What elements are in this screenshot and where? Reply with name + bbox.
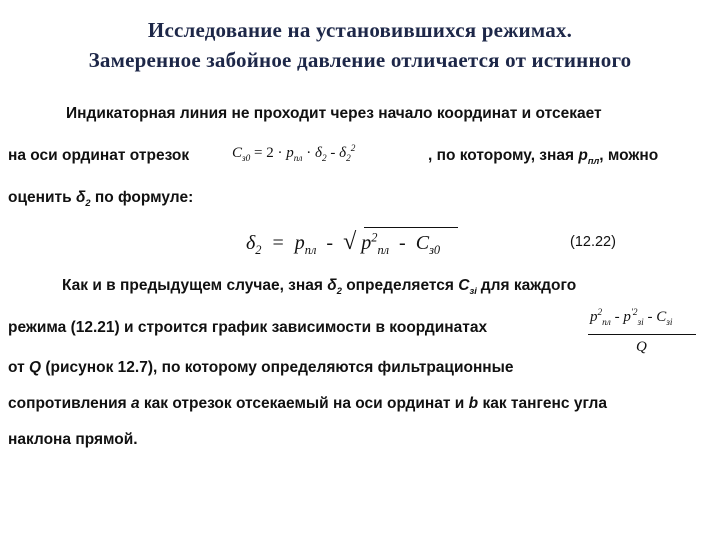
frac-p-sub: пл <box>602 318 611 328</box>
sqrt-bar <box>364 227 458 228</box>
para1-line-3-end: по формуле: <box>94 189 194 206</box>
frac-numerator <box>590 308 673 328</box>
main-c-sub: з0 <box>429 243 441 257</box>
inline-p-symbol: p <box>286 145 294 161</box>
delta-symbol-2: δ <box>327 277 337 294</box>
frac-bar <box>588 334 696 335</box>
para1-line-2-start: на оси ординат отрезок <box>8 147 190 164</box>
q-symbol: Q <box>29 359 42 376</box>
main-minus: - <box>326 232 334 254</box>
frac-minus: - <box>614 309 620 325</box>
para1-line-2-middle <box>428 148 658 166</box>
inline-formula <box>232 144 356 164</box>
frac-p2: p <box>623 309 631 325</box>
inline-delta-2-sup: 2 <box>350 144 356 154</box>
slide-title-line-1: Исследование на установившихся режимах. <box>147 18 573 42</box>
inline-p-sub: пл <box>293 154 303 164</box>
p-symbol: p <box>578 147 588 164</box>
frac-c-sub: зi <box>666 318 673 328</box>
inline-c-symbol: C <box>232 145 243 161</box>
inline-equals-2: = 2 · <box>254 145 283 161</box>
para2-line-5: наклона прямой. <box>8 431 138 448</box>
para2-line-4-end: как тангенс угла <box>482 395 607 412</box>
para2-line-2: режима (12.21) и строится график зависимости в координатах <box>8 319 488 336</box>
frac-c: C <box>656 309 667 325</box>
main-p2: p <box>361 232 372 254</box>
para2-line-4 <box>8 396 607 412</box>
inline-dot: · <box>306 145 312 161</box>
inline-delta-2: δ <box>339 145 347 161</box>
c-symbol-sub: зi <box>469 286 477 297</box>
b-symbol: b <box>468 395 479 412</box>
para2-line-4-start: сопротивления <box>8 395 127 412</box>
main-p-sub: пл <box>304 243 317 257</box>
delta-symbol: δ <box>75 189 86 206</box>
para2-line-3-start: от <box>8 359 25 376</box>
para2-line-3 <box>8 360 514 376</box>
inline-minus: - <box>330 145 336 161</box>
para2-line-3-end: (рисунок 12.7), по которому определяются фильтрационные <box>45 359 514 376</box>
inline-c-sub: з0 <box>242 154 251 164</box>
main-delta-sub: 2 <box>255 243 262 257</box>
para2-line-1-end: для каждого <box>480 277 577 294</box>
main-c: C <box>415 232 430 254</box>
main-formula <box>246 229 441 257</box>
sqrt-sign: √ <box>343 229 357 255</box>
main-equals: = <box>272 232 284 254</box>
main-p: p <box>294 232 305 254</box>
para2-line-1-start: Как и в предыдущем случае, зная <box>62 277 323 294</box>
frac-denominator: Q <box>636 339 647 355</box>
c-symbol: C <box>458 277 470 294</box>
para1-line-3 <box>8 190 193 208</box>
para2-line-1-middle: определяется <box>346 277 454 294</box>
a-symbol: a <box>130 395 140 412</box>
inline-delta-1: δ <box>314 145 322 161</box>
main-p2-sub: пл <box>377 243 390 257</box>
inline-delta-1-sub: 2 <box>321 154 327 164</box>
para1-line-1: Индикаторная линия не проходит через начало координат и отсекает <box>66 105 602 122</box>
inline-delta-2-sub: 2 <box>346 154 351 164</box>
frac-minus-2: - <box>647 309 653 325</box>
para2-line-4-middle: как отрезок отсекаемый на оси ординат и <box>143 395 465 412</box>
slide-title-line-2: Замеренное забойное давление отличается от истинного <box>88 48 632 72</box>
frac-p2-sup: '2 <box>630 308 638 318</box>
para2-line-1 <box>62 278 576 296</box>
delta-symbol-2-sub: 2 <box>336 286 342 297</box>
main-p2-sup: 2 <box>371 230 378 245</box>
frac-p2-sub: зi <box>637 318 644 328</box>
para1-line-2-text: , по которому, зная <box>428 147 575 164</box>
p-symbol-sub: пл <box>587 156 600 167</box>
para1-line-3-start: оценить <box>8 189 72 206</box>
para1-line-2-end: , можно <box>599 147 659 164</box>
main-minus-2: - <box>399 232 406 254</box>
delta-symbol-sub: 2 <box>85 198 91 209</box>
frac-p-sup: 2 <box>597 308 603 318</box>
frac-p: p <box>590 309 598 325</box>
equation-number: (12.22) <box>570 234 616 250</box>
main-delta: δ <box>246 232 256 254</box>
